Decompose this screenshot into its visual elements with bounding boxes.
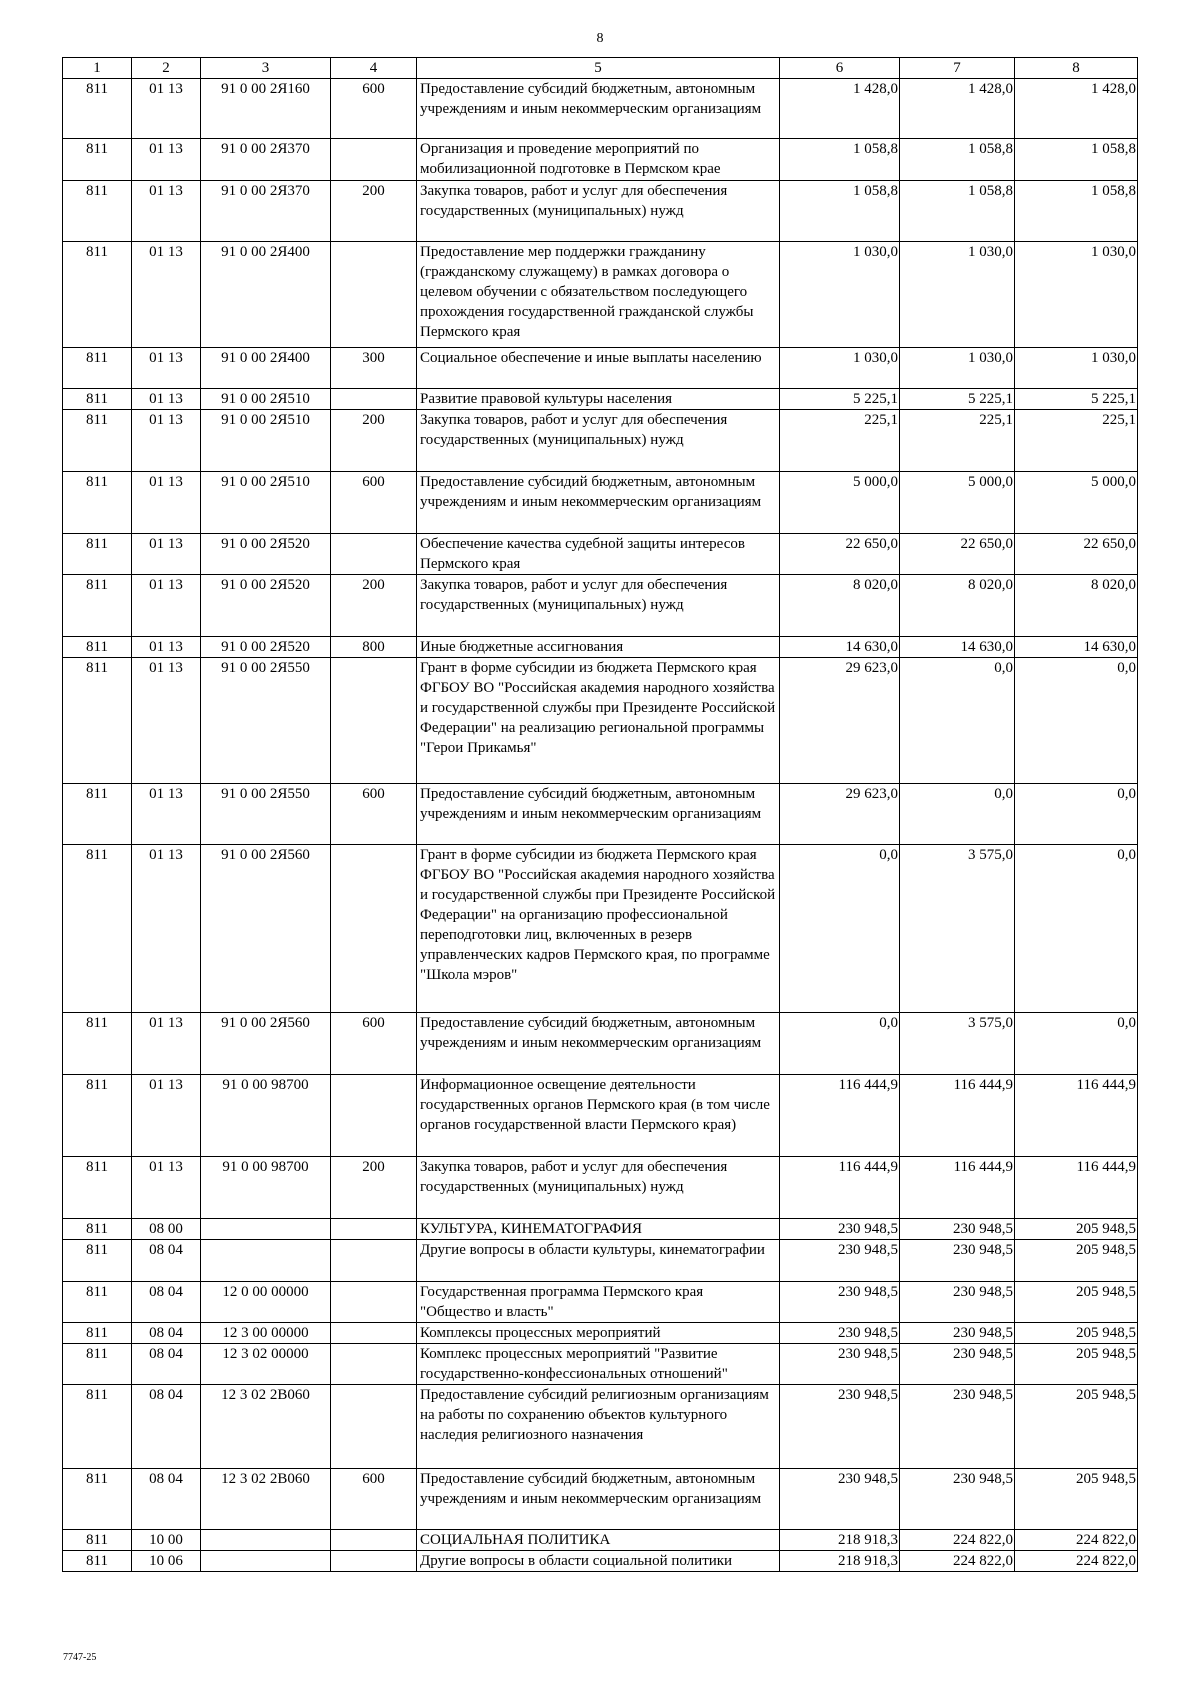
cell-section-code: 08 00 [132, 1219, 201, 1240]
cell-amount-col7: 0,0 [900, 658, 1015, 784]
cell-amount-col6: 1 058,8 [780, 139, 900, 181]
cell-section-code: 08 04 [132, 1282, 201, 1323]
table-row [63, 79, 1138, 139]
cell-admin-code: 811 [63, 658, 132, 784]
cell-section-code: 08 04 [132, 1344, 201, 1385]
cell-section-code: 01 13 [132, 348, 201, 389]
cell-amount-col6: 29 623,0 [780, 658, 900, 784]
cell-section-code: 01 13 [132, 1075, 201, 1157]
cell-expense-type [331, 1219, 417, 1240]
cell-admin-code: 811 [63, 1282, 132, 1323]
cell-amount-col6: 5 225,1 [780, 389, 900, 410]
cell-target-article [201, 1530, 331, 1551]
cell-section-code: 01 13 [132, 534, 201, 575]
cell-admin-code: 811 [63, 242, 132, 348]
cell-admin-code: 811 [63, 784, 132, 845]
cell-expense-type [331, 1385, 417, 1469]
cell-description: Предоставление субсидий бюджетным, автономным учреждениям и иным некоммерческим организациям [417, 79, 780, 139]
table-row [63, 845, 1138, 1013]
cell-admin-code: 811 [63, 637, 132, 658]
cell-amount-col6: 1 428,0 [780, 79, 900, 139]
cell-expense-type: 200 [331, 181, 417, 242]
table-row [63, 1344, 1138, 1385]
cell-amount-col8: 205 948,5 [1015, 1344, 1138, 1385]
cell-expense-type [331, 1323, 417, 1344]
cell-section-code: 08 04 [132, 1323, 201, 1344]
cell-section-code: 01 13 [132, 389, 201, 410]
cell-amount-col6: 14 630,0 [780, 637, 900, 658]
cell-expense-type: 200 [331, 1157, 417, 1219]
cell-amount-col8: 0,0 [1015, 845, 1138, 1013]
table-row [63, 348, 1138, 389]
cell-admin-code: 811 [63, 181, 132, 242]
cell-amount-col8: 0,0 [1015, 658, 1138, 784]
table-row [63, 139, 1138, 181]
cell-amount-col7: 225,1 [900, 410, 1015, 472]
cell-section-code: 01 13 [132, 139, 201, 181]
cell-amount-col8: 116 444,9 [1015, 1157, 1138, 1219]
cell-amount-col6: 230 948,5 [780, 1385, 900, 1469]
cell-amount-col7: 22 650,0 [900, 534, 1015, 575]
cell-amount-col8: 205 948,5 [1015, 1469, 1138, 1530]
cell-section-code: 01 13 [132, 472, 201, 534]
cell-amount-col8: 1 428,0 [1015, 79, 1138, 139]
cell-amount-col6: 230 948,5 [780, 1219, 900, 1240]
cell-section-code: 01 13 [132, 79, 201, 139]
cell-admin-code: 811 [63, 79, 132, 139]
cell-amount-col7: 1 058,8 [900, 181, 1015, 242]
cell-admin-code: 811 [63, 389, 132, 410]
cell-expense-type: 300 [331, 348, 417, 389]
cell-amount-col7: 3 575,0 [900, 845, 1015, 1013]
cell-target-article: 91 0 00 98700 [201, 1157, 331, 1219]
cell-admin-code: 811 [63, 1551, 132, 1572]
col-header-2: 2 [132, 58, 201, 79]
col-header-4: 4 [331, 58, 417, 79]
cell-amount-col7: 1 030,0 [900, 348, 1015, 389]
cell-expense-type: 600 [331, 472, 417, 534]
cell-amount-col7: 230 948,5 [900, 1240, 1015, 1282]
cell-amount-col7: 14 630,0 [900, 637, 1015, 658]
cell-expense-type [331, 534, 417, 575]
cell-description: Государственная программа Пермского края "Общество и власть" [417, 1282, 780, 1323]
cell-admin-code: 811 [63, 1530, 132, 1551]
cell-target-article: 91 0 00 2Я400 [201, 348, 331, 389]
cell-amount-col6: 5 000,0 [780, 472, 900, 534]
cell-target-article: 91 0 00 2Я510 [201, 410, 331, 472]
cell-amount-col8: 14 630,0 [1015, 637, 1138, 658]
cell-description: Закупка товаров, работ и услуг для обеспечения государственных (муниципальных) нужд [417, 410, 780, 472]
cell-amount-col7: 0,0 [900, 784, 1015, 845]
cell-admin-code: 811 [63, 1157, 132, 1219]
cell-amount-col7: 116 444,9 [900, 1157, 1015, 1219]
cell-target-article: 12 0 00 00000 [201, 1282, 331, 1323]
cell-target-article: 12 3 02 2В060 [201, 1469, 331, 1530]
cell-target-article: 91 0 00 2Я560 [201, 845, 331, 1013]
cell-amount-col8: 224 822,0 [1015, 1530, 1138, 1551]
table-row [63, 1075, 1138, 1157]
header-row [63, 58, 1138, 79]
cell-expense-type [331, 1530, 417, 1551]
cell-amount-col8: 1 030,0 [1015, 242, 1138, 348]
cell-target-article: 12 3 00 00000 [201, 1323, 331, 1344]
cell-amount-col8: 205 948,5 [1015, 1323, 1138, 1344]
cell-amount-col6: 1 030,0 [780, 348, 900, 389]
cell-expense-type [331, 1240, 417, 1282]
cell-description: Предоставление субсидий бюджетным, автономным учреждениям и иным некоммерческим организациям [417, 472, 780, 534]
cell-target-article: 91 0 00 2Я520 [201, 575, 331, 637]
col-header-1: 1 [63, 58, 132, 79]
cell-amount-col6: 1 058,8 [780, 181, 900, 242]
table-row [63, 1551, 1138, 1572]
budget-table [62, 57, 1138, 1572]
cell-admin-code: 811 [63, 1344, 132, 1385]
cell-target-article [201, 1219, 331, 1240]
cell-admin-code: 811 [63, 1385, 132, 1469]
cell-section-code: 08 04 [132, 1385, 201, 1469]
cell-expense-type: 200 [331, 410, 417, 472]
cell-target-article [201, 1551, 331, 1572]
cell-amount-col7: 5 000,0 [900, 472, 1015, 534]
cell-description: Другие вопросы в области культуры, кинематографии [417, 1240, 780, 1282]
cell-amount-col7: 3 575,0 [900, 1013, 1015, 1075]
cell-amount-col6: 230 948,5 [780, 1240, 900, 1282]
cell-description: Предоставление субсидий религиозным организациям на работы по сохранению объектов культурного наследия религиозного назначения [417, 1385, 780, 1469]
cell-amount-col7: 230 948,5 [900, 1323, 1015, 1344]
cell-expense-type [331, 1551, 417, 1572]
cell-description: Другие вопросы в области социальной политики [417, 1551, 780, 1572]
cell-expense-type: 600 [331, 784, 417, 845]
cell-expense-type: 800 [331, 637, 417, 658]
cell-amount-col8: 205 948,5 [1015, 1385, 1138, 1469]
cell-description: Комплексы процессных мероприятий [417, 1323, 780, 1344]
cell-expense-type: 600 [331, 1013, 417, 1075]
cell-section-code: 01 13 [132, 1157, 201, 1219]
cell-admin-code: 811 [63, 845, 132, 1013]
cell-amount-col7: 5 225,1 [900, 389, 1015, 410]
cell-amount-col8: 205 948,5 [1015, 1219, 1138, 1240]
table-row [63, 1469, 1138, 1530]
cell-amount-col7: 224 822,0 [900, 1530, 1015, 1551]
cell-amount-col8: 205 948,5 [1015, 1240, 1138, 1282]
cell-amount-col6: 230 948,5 [780, 1282, 900, 1323]
table-row [63, 658, 1138, 784]
cell-amount-col6: 22 650,0 [780, 534, 900, 575]
table-row [63, 575, 1138, 637]
col-header-5: 5 [417, 58, 780, 79]
cell-description: Иные бюджетные ассигнования [417, 637, 780, 658]
table-row [63, 534, 1138, 575]
cell-description: Закупка товаров, работ и услуг для обеспечения государственных (муниципальных) нужд [417, 575, 780, 637]
cell-section-code: 01 13 [132, 575, 201, 637]
page-number: 8 [596, 31, 604, 46]
cell-amount-col6: 0,0 [780, 845, 900, 1013]
cell-section-code: 08 04 [132, 1469, 201, 1530]
cell-amount-col7: 1 428,0 [900, 79, 1015, 139]
cell-target-article: 91 0 00 98700 [201, 1075, 331, 1157]
cell-amount-col7: 8 020,0 [900, 575, 1015, 637]
cell-description: Обеспечение качества судебной защиты интересов Пермского края [417, 534, 780, 575]
cell-admin-code: 811 [63, 1075, 132, 1157]
cell-section-code: 01 13 [132, 784, 201, 845]
cell-expense-type [331, 845, 417, 1013]
cell-amount-col8: 224 822,0 [1015, 1551, 1138, 1572]
cell-amount-col8: 22 650,0 [1015, 534, 1138, 575]
cell-description: Закупка товаров, работ и услуг для обеспечения государственных (муниципальных) нужд [417, 181, 780, 242]
cell-expense-type [331, 1075, 417, 1157]
cell-amount-col7: 230 948,5 [900, 1219, 1015, 1240]
table-row [63, 1385, 1138, 1469]
cell-amount-col8: 5 225,1 [1015, 389, 1138, 410]
cell-description: Организация и проведение мероприятий по мобилизационной подготовке в Пермском крае [417, 139, 780, 181]
cell-target-article: 91 0 00 2Я550 [201, 784, 331, 845]
cell-target-article: 91 0 00 2Я560 [201, 1013, 331, 1075]
table-row [63, 1157, 1138, 1219]
cell-amount-col7: 230 948,5 [900, 1344, 1015, 1385]
cell-target-article: 91 0 00 2Я370 [201, 181, 331, 242]
cell-description: Развитие правовой культуры населения [417, 389, 780, 410]
cell-admin-code: 811 [63, 1013, 132, 1075]
cell-amount-col8: 8 020,0 [1015, 575, 1138, 637]
cell-amount-col6: 1 030,0 [780, 242, 900, 348]
cell-admin-code: 811 [63, 1240, 132, 1282]
cell-admin-code: 811 [63, 1323, 132, 1344]
cell-amount-col8: 205 948,5 [1015, 1282, 1138, 1323]
col-header-8: 8 [1015, 58, 1138, 79]
cell-expense-type: 600 [331, 1469, 417, 1530]
cell-description: Грант в форме субсидии из бюджета Пермского края ФГБОУ ВО "Российская академия народного хозяйства и государственной службы при Президенте Российской Федерации" на реализацию региональной программы "Герои Прикамья" [417, 658, 780, 784]
cell-expense-type [331, 139, 417, 181]
cell-target-article: 91 0 00 2Я520 [201, 534, 331, 575]
cell-amount-col7: 116 444,9 [900, 1075, 1015, 1157]
cell-amount-col8: 225,1 [1015, 410, 1138, 472]
table-row [63, 242, 1138, 348]
cell-target-article: 91 0 00 2Я370 [201, 139, 331, 181]
cell-section-code: 01 13 [132, 410, 201, 472]
cell-amount-col6: 116 444,9 [780, 1157, 900, 1219]
cell-admin-code: 811 [63, 1219, 132, 1240]
cell-description: Предоставление субсидий бюджетным, автономным учреждениям и иным некоммерческим организациям [417, 1469, 780, 1530]
cell-amount-col8: 1 058,8 [1015, 181, 1138, 242]
cell-amount-col8: 1 030,0 [1015, 348, 1138, 389]
cell-amount-col6: 8 020,0 [780, 575, 900, 637]
cell-amount-col6: 116 444,9 [780, 1075, 900, 1157]
cell-admin-code: 811 [63, 534, 132, 575]
cell-amount-col8: 0,0 [1015, 1013, 1138, 1075]
table-row [63, 1323, 1138, 1344]
cell-amount-col6: 218 918,3 [780, 1530, 900, 1551]
cell-expense-type [331, 1282, 417, 1323]
cell-expense-type: 600 [331, 79, 417, 139]
cell-section-code: 01 13 [132, 242, 201, 348]
cell-target-article: 91 0 00 2Я510 [201, 472, 331, 534]
cell-section-code: 08 04 [132, 1240, 201, 1282]
cell-amount-col6: 225,1 [780, 410, 900, 472]
table-row [63, 410, 1138, 472]
table-row [63, 637, 1138, 658]
cell-section-code: 01 13 [132, 181, 201, 242]
cell-description: Информационное освещение деятельности государственных органов Пермского края (в том числе органов государственной власти Пермского края) [417, 1075, 780, 1157]
cell-admin-code: 811 [63, 348, 132, 389]
cell-section-code: 01 13 [132, 845, 201, 1013]
document-code: 7747-25 [63, 1652, 97, 1663]
table-row [63, 472, 1138, 534]
col-header-3: 3 [201, 58, 331, 79]
cell-amount-col6: 218 918,3 [780, 1551, 900, 1572]
table-row [63, 181, 1138, 242]
cell-admin-code: 811 [63, 410, 132, 472]
cell-description: Комплекс процессных мероприятий "Развитие государственно-конфессиональных отношений" [417, 1344, 780, 1385]
cell-description: Закупка товаров, работ и услуг для обеспечения государственных (муниципальных) нужд [417, 1157, 780, 1219]
cell-section-code: 01 13 [132, 637, 201, 658]
cell-target-article: 91 0 00 2Я550 [201, 658, 331, 784]
cell-expense-type [331, 1344, 417, 1385]
col-header-7: 7 [900, 58, 1015, 79]
table-row [63, 784, 1138, 845]
cell-amount-col7: 230 948,5 [900, 1385, 1015, 1469]
cell-description: Предоставление субсидий бюджетным, автономным учреждениям и иным некоммерческим организациям [417, 1013, 780, 1075]
cell-section-code: 10 06 [132, 1551, 201, 1572]
cell-description: Социальное обеспечение и иные выплаты населению [417, 348, 780, 389]
table-row [63, 1282, 1138, 1323]
cell-amount-col7: 224 822,0 [900, 1551, 1015, 1572]
cell-amount-col8: 5 000,0 [1015, 472, 1138, 534]
cell-amount-col6: 230 948,5 [780, 1469, 900, 1530]
cell-amount-col8: 1 058,8 [1015, 139, 1138, 181]
cell-target-article [201, 1240, 331, 1282]
table-body [63, 79, 1138, 1572]
table-row [63, 1219, 1138, 1240]
cell-expense-type [331, 242, 417, 348]
table-row [63, 1530, 1138, 1551]
cell-description: Предоставление субсидий бюджетным, автономным учреждениям и иным некоммерческим организациям [417, 784, 780, 845]
cell-amount-col6: 29 623,0 [780, 784, 900, 845]
cell-admin-code: 811 [63, 575, 132, 637]
cell-target-article: 12 3 02 2В060 [201, 1385, 331, 1469]
cell-amount-col7: 230 948,5 [900, 1469, 1015, 1530]
cell-amount-col8: 0,0 [1015, 784, 1138, 845]
cell-expense-type: 200 [331, 575, 417, 637]
cell-admin-code: 811 [63, 1469, 132, 1530]
cell-amount-col7: 1 058,8 [900, 139, 1015, 181]
table-row [63, 1240, 1138, 1282]
cell-section-code: 10 00 [132, 1530, 201, 1551]
col-header-6: 6 [780, 58, 900, 79]
cell-admin-code: 811 [63, 472, 132, 534]
cell-target-article: 12 3 02 00000 [201, 1344, 331, 1385]
cell-amount-col6: 230 948,5 [780, 1344, 900, 1385]
cell-description: Грант в форме субсидии из бюджета Пермского края ФГБОУ ВО "Российская академия народного хозяйства и государственной службы при Президенте Российской Федерации" на организацию профессиональной переподготовки лиц, включенных в резерв управленческих кадров Пермского края, по программе "Школа мэров" [417, 845, 780, 1013]
cell-section-code: 01 13 [132, 1013, 201, 1075]
cell-expense-type [331, 658, 417, 784]
cell-description: КУЛЬТУРА, КИНЕМАТОГРАФИЯ [417, 1219, 780, 1240]
table-row [63, 1013, 1138, 1075]
cell-description: СОЦИАЛЬНАЯ ПОЛИТИКА [417, 1530, 780, 1551]
cell-target-article: 91 0 00 2Я510 [201, 389, 331, 410]
cell-section-code: 01 13 [132, 658, 201, 784]
cell-description: Предоставление мер поддержки гражданину (гражданскому служащему) в рамках договора о целевом обучении с обязательством последующего прохождения государственной гражданской службы Пермского края [417, 242, 780, 348]
cell-amount-col8: 116 444,9 [1015, 1075, 1138, 1157]
cell-amount-col7: 230 948,5 [900, 1282, 1015, 1323]
cell-target-article: 91 0 00 2Я400 [201, 242, 331, 348]
cell-target-article: 91 0 00 2Я520 [201, 637, 331, 658]
cell-amount-col6: 230 948,5 [780, 1323, 900, 1344]
cell-amount-col7: 1 030,0 [900, 242, 1015, 348]
cell-amount-col6: 0,0 [780, 1013, 900, 1075]
table-row [63, 389, 1138, 410]
cell-target-article: 91 0 00 2Я160 [201, 79, 331, 139]
cell-admin-code: 811 [63, 139, 132, 181]
cell-expense-type [331, 389, 417, 410]
